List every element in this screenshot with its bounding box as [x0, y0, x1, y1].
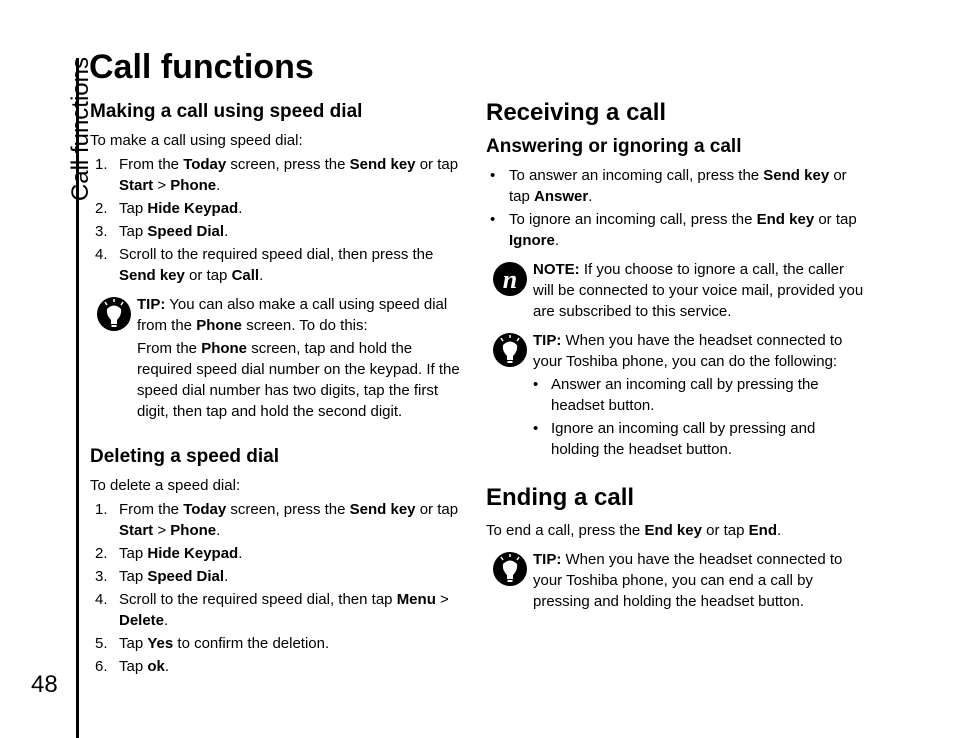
bold-term: Start	[119, 176, 154, 194]
text-run: Tap	[119, 544, 148, 562]
bold-term: Speed Dial	[147, 222, 225, 240]
step-item	[90, 499, 470, 541]
text-run: .	[554, 231, 560, 249]
bold-term: Phone	[170, 176, 217, 194]
text-run: or tap	[701, 522, 749, 540]
svg-text:n: n	[502, 264, 518, 294]
text-run: When you have the headset connected to your Toshiba phone, you can do the following:	[533, 331, 843, 370]
bold-term: Speed Dial	[147, 567, 225, 585]
text-run: .	[216, 521, 221, 539]
right-column	[486, 99, 866, 614]
step-number: 5.	[95, 634, 108, 652]
text-run: or tap	[415, 155, 459, 173]
speed-dial-tip-text	[137, 294, 470, 336]
text-run: .	[238, 544, 243, 562]
text-run: to confirm the deletion.	[173, 634, 330, 652]
receiving-tip-bullets	[533, 374, 866, 460]
step-number: 2.	[95, 199, 108, 217]
text-run: screen, press the	[226, 155, 350, 173]
left-column	[90, 101, 470, 679]
text-run: or tap	[184, 266, 232, 284]
step-item	[90, 221, 470, 242]
bold-term: End key	[644, 522, 702, 540]
deleting-heading: Deleting a speed dial	[90, 445, 279, 467]
step-item	[90, 656, 470, 677]
bullet-marker: •	[533, 419, 539, 437]
step-number: 3.	[95, 222, 108, 240]
step-item	[90, 589, 470, 631]
text-run: screen. To do this:	[242, 316, 368, 334]
text-run: >	[435, 590, 449, 608]
bold-term: Today	[183, 155, 227, 173]
bold-term: Hide Keypad	[147, 199, 239, 217]
lightbulb-tip-icon	[96, 296, 132, 332]
step-item	[90, 633, 470, 654]
receiving-tip-text	[533, 330, 866, 372]
ending-tip-text	[533, 549, 866, 612]
bold-term: Ignore	[509, 231, 555, 249]
step-item	[90, 154, 470, 196]
receiving-note	[486, 259, 866, 322]
bold-term: Send key	[349, 155, 416, 173]
text-run: When you have the headset connected to your Toshiba phone, you can end a call by pressing and holding the headset button.	[533, 551, 843, 611]
page-number: 48	[31, 671, 58, 698]
bullet-item	[486, 209, 866, 251]
step-number: 2.	[95, 544, 108, 562]
speed-dial-heading: Making a call using speed dial	[90, 101, 363, 122]
speed-dial-tip-detail	[137, 338, 470, 422]
ending-intro	[486, 520, 866, 541]
bold-term: Send key	[119, 266, 185, 284]
text-run: .	[164, 657, 170, 675]
receiving-tip	[486, 330, 866, 460]
bullet-item	[486, 165, 866, 207]
text-run: Scroll to the required speed dial, then press the	[119, 245, 434, 263]
text-run: Tap	[119, 634, 148, 652]
text-run: Tap	[119, 657, 148, 675]
bold-term: Today	[183, 500, 227, 518]
deleting-intro: To delete a speed dial:	[90, 476, 241, 494]
text-run: Scroll to the required speed dial, then tap	[119, 590, 397, 608]
text-run: You can also make a call using speed dial from the	[137, 295, 448, 334]
text-run: .	[164, 611, 169, 629]
ending-tip	[486, 549, 866, 612]
step-number: 1.	[95, 155, 108, 173]
step-number: 4.	[95, 245, 108, 263]
step-number: 1.	[95, 500, 108, 518]
bold-term: Answer	[534, 187, 589, 205]
text-run: .	[224, 222, 229, 240]
step-item	[90, 244, 470, 286]
speed-dial-intro: To make a call using speed dial:	[90, 131, 303, 149]
bold-term: Call	[231, 266, 260, 284]
answering-subheading: Answering or ignoring a call	[486, 135, 742, 157]
text-run: To answer an incoming call, press the	[509, 166, 764, 184]
bold-term: TIP:	[533, 331, 562, 349]
text-run: screen, press the	[226, 500, 350, 518]
bold-term: Phone	[196, 316, 243, 334]
lightbulb-tip-icon	[492, 332, 528, 368]
deleting-steps	[90, 499, 470, 677]
text-run: >	[153, 521, 171, 539]
step-number: 3.	[95, 567, 108, 585]
text-run: If you choose to ignore a call, the caller will be connected to your voice mail, provided you are subscribed to this service.	[533, 260, 864, 320]
bold-term: Yes	[147, 634, 174, 652]
side-section-label: Call functions	[67, 57, 94, 202]
bold-term: Send key	[349, 500, 416, 518]
bold-term: Phone	[170, 521, 217, 539]
bold-term: Menu	[396, 590, 436, 608]
bold-term: Phone	[201, 339, 248, 357]
speed-dial-steps	[90, 154, 470, 286]
text-run: Ignore an incoming call by pressing and holding the headset button.	[551, 419, 816, 458]
bullet-item	[533, 374, 866, 416]
note-icon	[492, 261, 528, 297]
text-run: Tap	[119, 222, 148, 240]
text-run: >	[153, 176, 171, 194]
text-run: .	[224, 567, 229, 585]
bold-term: End key	[756, 210, 815, 228]
bullet-marker: •	[490, 210, 496, 228]
text-run: or tap	[814, 210, 857, 228]
bold-term: ok	[147, 657, 165, 675]
receiving-heading: Receiving a call	[486, 99, 667, 126]
receiving-note-text	[533, 259, 866, 322]
text-run: or tap	[509, 166, 847, 205]
bold-term: Delete	[119, 611, 165, 629]
bullet-item	[533, 418, 866, 460]
step-item	[90, 543, 470, 564]
text-run: screen, tap and hold the required speed dial number on the keypad. If the speed dial number has two digits, tap the first digit, then tap and hold the second digit.	[137, 339, 460, 420]
bold-term: NOTE:	[533, 260, 580, 278]
speed-dial-tip	[90, 294, 470, 422]
text-run: .	[588, 187, 593, 205]
lightbulb-tip-icon	[492, 551, 528, 587]
text-run: .	[216, 176, 221, 194]
bold-term: Hide Keypad	[147, 544, 239, 562]
bullet-marker: •	[533, 375, 539, 393]
text-run: From the	[119, 155, 184, 173]
bold-term: End	[748, 522, 778, 540]
text-run: .	[777, 522, 782, 540]
bold-term: Start	[119, 521, 154, 539]
text-run: From the	[119, 500, 184, 518]
step-number: 6.	[95, 657, 108, 675]
text-run: From the	[137, 339, 202, 357]
bold-term: TIP:	[137, 295, 166, 313]
page-title: Call functions	[89, 48, 314, 86]
text-run: Tap	[119, 199, 148, 217]
text-run: To end a call, press the	[486, 522, 645, 540]
text-run: Answer an incoming call by pressing the headset button.	[551, 375, 819, 414]
ending-heading: Ending a call	[486, 483, 635, 511]
bold-term: Send key	[763, 166, 830, 184]
text-run: Tap	[119, 567, 148, 585]
text-run: .	[238, 199, 243, 217]
step-item	[90, 198, 470, 219]
step-item	[90, 566, 470, 587]
bullet-marker: •	[490, 166, 496, 184]
text-run: To ignore an incoming call, press the	[509, 210, 757, 228]
text-run: or tap	[415, 500, 459, 518]
receiving-bullets	[486, 165, 866, 251]
bold-term: TIP:	[533, 551, 562, 569]
text-run: .	[259, 266, 264, 284]
step-number: 4.	[95, 590, 108, 608]
